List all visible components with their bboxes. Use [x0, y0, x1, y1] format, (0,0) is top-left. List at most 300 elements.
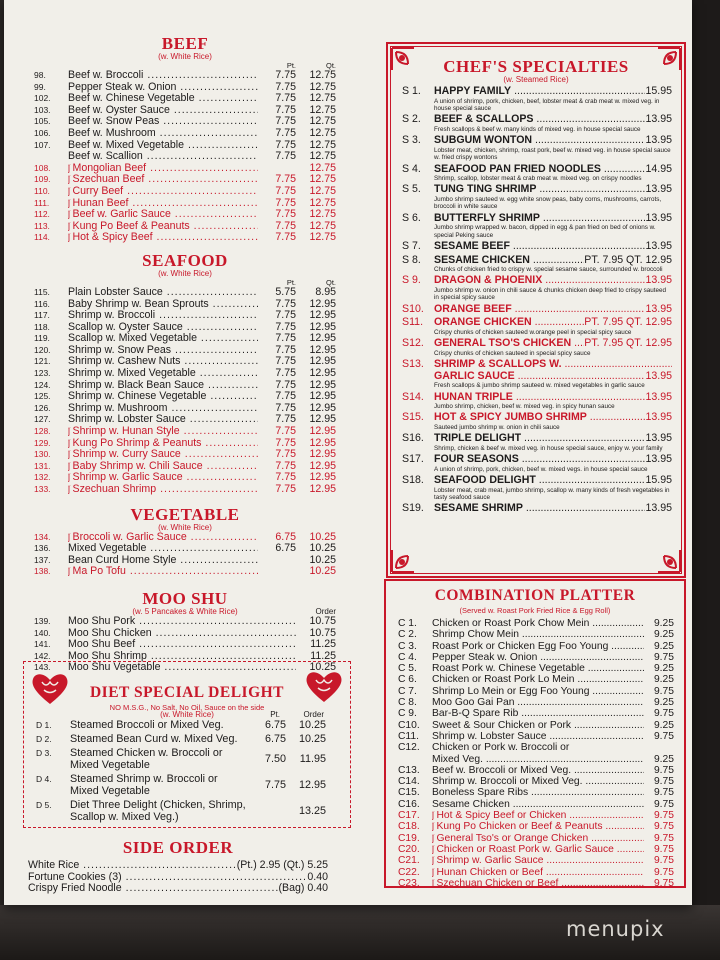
- item-number: 117.: [34, 310, 50, 321]
- item-number: 128.: [34, 426, 51, 437]
- item-name: Shrimp w. Black Bean Sauce .....: [68, 380, 258, 392]
- item-price-pint: 7.75: [275, 343, 296, 356]
- chefs-heading: CHEF'S SPECIALTIES: [443, 57, 629, 76]
- chef-item: [402, 475, 672, 501]
- item-description: Sauteed jumbo shrimp w. onion in chili sauce: [434, 423, 560, 431]
- item-price-pint: 7.75: [275, 297, 296, 310]
- corner-ornament-icon: [652, 46, 682, 76]
- combo-subtitle: (Served w. Roast Pork Fried Rice & Egg Roll): [459, 606, 611, 615]
- item-price-pint: 7.75: [275, 80, 296, 93]
- menu-item-row: [34, 639, 336, 651]
- item-price-pint: 7.75: [275, 173, 296, 186]
- item-code: C 6.: [398, 674, 417, 686]
- item-name: GENERAL TSO'S CHICKEN .....: [434, 338, 584, 350]
- item-number: 107.: [34, 139, 51, 150]
- combo-item-line: [398, 652, 674, 663]
- seafood-list: [34, 287, 336, 496]
- item-description: Crispy chunks of chicken sauteed in special spicy sauce: [434, 349, 591, 357]
- side-order-list: [28, 860, 328, 895]
- item-price-quart: 12.95: [309, 459, 336, 472]
- chef-item-line: [402, 454, 672, 466]
- item-code: S 2.: [402, 113, 421, 126]
- item-description: Jumbo shrimp wrapped w. bacon, dipped in egg & pan fried on bed of onions w. special Peking sauce: [434, 224, 656, 239]
- seafood-subtitle: (w. White Rice): [158, 268, 212, 278]
- diet-special-box: [23, 661, 351, 828]
- item-price-pint: 7.75: [275, 69, 296, 81]
- item-description: Jumbo shrimp w. onion in chili sauce & chunks chicken deep fried to crispy sauteed in special spicy sauce: [434, 286, 667, 302]
- side-order-heading: SIDE ORDER: [122, 838, 234, 857]
- menu-item-row: [34, 368, 336, 380]
- item-price-pint: 7.75: [275, 378, 296, 391]
- item-number: 121.: [34, 356, 51, 367]
- item-price-quart: 10.75: [309, 614, 336, 627]
- item-name: Moo Shu Shrimp .....: [68, 651, 296, 663]
- item-price-quart: 12.95: [309, 355, 336, 368]
- chef-item-line: [402, 371, 672, 383]
- item-price-pint: 7.50: [264, 753, 286, 765]
- item-name: Steamed Shrimp w. Broccoli or: [70, 773, 218, 785]
- combo-item-line: [398, 629, 674, 640]
- item-number: 119.: [34, 333, 50, 344]
- watermark: menupix: [566, 917, 665, 941]
- item-name: HAPPY FAMILY .....: [434, 86, 645, 98]
- item-price: 9.75: [653, 651, 674, 663]
- menu-item-row: [34, 628, 336, 640]
- item-name: SHRIMP & SCALLOPS W. .....: [434, 359, 672, 371]
- item-price-quart: 10.25: [309, 661, 336, 674]
- item-name: Beef w. Broccoli or Mixed Veg. .....: [432, 765, 644, 776]
- chef-item: [402, 392, 672, 411]
- chef-item-line: [402, 184, 672, 196]
- order-label: Order: [315, 606, 336, 616]
- item-price: 13.95: [645, 274, 672, 287]
- item-name: Scallop w. Mixed Vegetable .....: [68, 333, 258, 345]
- item-name: Moo Shu Chicken .....: [68, 628, 296, 640]
- qt-label: Qt.: [325, 277, 336, 287]
- chefs-specialties-box: [386, 42, 686, 578]
- item-description: Fresh scallops & beef w. many kinds of mixed veg. in house special sauce: [434, 125, 641, 133]
- item-price: 9.75: [653, 776, 674, 788]
- item-name: ǰ Hot & Spicy Beef or Chicken .....: [432, 810, 644, 821]
- heart-icon: [30, 670, 70, 706]
- vegetable-subtitle: (w. White Rice): [158, 522, 212, 532]
- item-number: 113.: [34, 220, 50, 231]
- item-price-quart: 12.95: [309, 390, 336, 403]
- item-code: S 4.: [402, 162, 421, 175]
- item-price: 9.75: [653, 877, 674, 889]
- item-price: 9.75: [653, 810, 674, 822]
- combo-item-line: [398, 787, 674, 798]
- item-price-quart: 12.95: [309, 320, 336, 333]
- chef-item: [402, 86, 672, 112]
- item-description: Chunks of chicken fried to crispy w. special sesame sauce, surrounded w. broccoli: [434, 266, 663, 274]
- item-code: S 8.: [402, 253, 421, 266]
- item-number: 98.: [34, 70, 46, 80]
- item-name: ǰ Beef w. Garlic Sauce .....: [68, 209, 258, 221]
- item-price-quart: 11.25: [310, 638, 336, 651]
- item-price-pint: 7.75: [275, 367, 296, 380]
- moo-shu-subtitle: [34, 607, 336, 616]
- background-edge: [692, 0, 720, 960]
- item-price: 9.25: [653, 719, 674, 731]
- item-price: 9.75: [653, 855, 674, 867]
- combo-item-line: [398, 855, 674, 866]
- combo-item-line: [398, 810, 674, 821]
- item-price-quart: 10.25: [309, 553, 336, 566]
- diet-item-row: [36, 733, 326, 745]
- item-name-wrap: [70, 773, 248, 797]
- item-number: 134.: [34, 531, 51, 542]
- order-label: Order: [303, 710, 324, 719]
- item-price: 13.95: [645, 134, 672, 147]
- item-name: Moo Shu Vegetable .....: [68, 662, 296, 674]
- item-name: Bean Curd Home Style .....: [68, 555, 258, 567]
- item-code: C 9.: [398, 708, 417, 720]
- item-number: D 4.: [36, 774, 52, 784]
- chef-item: [402, 454, 672, 473]
- item-price: 13.95: [645, 502, 672, 515]
- item-name: Scallop w. Oyster Sauce .....: [68, 322, 258, 334]
- item-name: SESAME BEEF .....: [434, 241, 645, 253]
- pt-label: Pt.: [286, 277, 296, 287]
- item-price-pint: 7.75: [275, 309, 296, 322]
- item-number: 125.: [34, 391, 51, 402]
- item-code: C18.: [398, 821, 420, 833]
- combo-item-line: [398, 878, 674, 889]
- menu-item-row: [34, 566, 336, 578]
- item-code: S10.: [402, 302, 424, 315]
- item-price-pint: 7.75: [275, 196, 296, 209]
- combo-item-line: [398, 618, 674, 629]
- item-price-pint: 7.75: [275, 483, 296, 495]
- item-name: Steamed Bean Curd w. Mixed Veg.: [70, 733, 238, 745]
- corner-ornament-icon: [652, 544, 682, 574]
- item-price-pint: 7.75: [275, 413, 296, 426]
- vegetable-list: [34, 532, 336, 578]
- item-number: 138.: [34, 566, 51, 577]
- item-name: Plain Lobster Sauce .....: [68, 287, 258, 299]
- item-number: 123.: [34, 368, 51, 379]
- item-price: 14.95: [645, 162, 672, 175]
- item-name-wrap: [70, 719, 248, 731]
- item-code: C 4.: [398, 651, 417, 663]
- item-number: 139.: [34, 615, 51, 626]
- item-number: 112.: [34, 209, 50, 220]
- item-name: ǰ Shrimp w. Garlic Sauce .....: [432, 855, 644, 866]
- item-number: 137.: [34, 554, 51, 565]
- item-price-quart: 12.75: [309, 69, 336, 81]
- item-price: 13.95: [645, 411, 672, 424]
- item-price: 13.95: [645, 369, 672, 382]
- item-number: D 3.: [36, 748, 52, 758]
- chefs-subtitle: (w. Steamed Rice): [503, 75, 569, 84]
- item-code: C14.: [398, 776, 420, 788]
- item-price-quart: 12.75: [309, 231, 336, 244]
- chef-item: [402, 433, 672, 452]
- item-description: A union of shrimp, pork, chicken, beef, lobster meat & crab meat w. mixed veg. in house special sauce: [434, 97, 660, 112]
- item-name: HOT & SPICY JUMBO SHRIMP .....: [434, 412, 645, 424]
- item-price-pint: 7.75: [275, 184, 296, 197]
- item-name: Fortune Cookies (3) .....: [28, 872, 307, 884]
- chef-item-line: [402, 359, 672, 371]
- item-number: 136.: [34, 543, 51, 554]
- item-name: Beef w. Mixed Vegetable .....: [68, 140, 258, 152]
- item-price-order: 10.25: [298, 733, 326, 745]
- item-code: S18.: [402, 474, 424, 487]
- item-name: SUBGUM WONTON .....: [434, 135, 645, 147]
- heart-icon: [304, 668, 344, 704]
- item-price: 9.75: [653, 843, 674, 855]
- item-number: 99.: [34, 81, 46, 92]
- item-price-quart: 12.75: [309, 103, 336, 116]
- item-price-quart: 10.25: [309, 530, 336, 543]
- item-code: C19.: [398, 832, 420, 844]
- menu-item-row: [34, 426, 336, 438]
- item-price-quart: 12.75: [309, 80, 336, 93]
- item-price-quart: 12.95: [309, 448, 336, 461]
- item-code: S16.: [402, 432, 424, 445]
- combo-item-line: [398, 686, 674, 697]
- item-name: ǰ Curry Beef .....: [68, 186, 258, 198]
- item-price: (Pt.) 2.95 (Qt.) 5.25: [236, 859, 328, 871]
- item-number: D 2.: [36, 734, 52, 744]
- item-code: C21.: [398, 855, 420, 867]
- item-number: 105.: [34, 116, 51, 127]
- item-price-pint: 7.75: [275, 103, 296, 116]
- item-name: Shrimp Lo Mein or Egg Foo Young .....: [432, 686, 644, 697]
- item-price-quart: 10.25: [309, 565, 336, 578]
- item-name: Pepper Steak w. Onion .....: [432, 652, 644, 663]
- menu-item-row: [34, 310, 336, 322]
- item-name: Sweet & Sour Chicken or Pork .....: [432, 720, 644, 731]
- diet-item-row: [36, 719, 326, 731]
- item-name: Shrimp w. Mixed Vegetable .....: [68, 368, 258, 380]
- item-price-quart: 12.95: [309, 425, 336, 438]
- item-price: PT. 7.95 QT. 12.95: [584, 337, 672, 350]
- combo-item-line: [398, 833, 674, 844]
- item-price-pint: 7.75: [275, 208, 296, 221]
- item-price: 9.75: [653, 866, 674, 878]
- item-code: S 7.: [402, 240, 421, 253]
- item-name: SEAFOOD DELIGHT .....: [434, 475, 645, 487]
- item-price: PT. 7.95 QT. 12.95: [584, 316, 672, 329]
- item-number: 111.: [34, 197, 50, 208]
- diet-subtitle-rice: (w. White Rice): [160, 710, 214, 719]
- item-price-quart: 12.95: [309, 471, 336, 484]
- item-description: Shrimp, scallop, lobster meat & crab meat w. mixed veg. on crispy noodles: [434, 175, 642, 183]
- item-code: C 3.: [398, 640, 417, 652]
- item-number: 118.: [34, 321, 50, 332]
- combo-item-line: [398, 641, 674, 652]
- item-name: Moo Shu Beef .....: [68, 639, 296, 651]
- item-name: ǰ Mongolian Beef .....: [68, 163, 258, 175]
- item-name: TUNG TING SHRIMP .....: [434, 184, 645, 196]
- item-name-wrap: [70, 733, 248, 745]
- item-code: C20.: [398, 843, 420, 855]
- item-number: 116.: [34, 298, 50, 309]
- item-price-pint: 7.75: [275, 126, 296, 139]
- item-name: ǰ Ma Po Tofu .....: [68, 566, 258, 578]
- item-price: 13.95: [645, 453, 672, 466]
- combo-item-line: [398, 742, 674, 753]
- chef-item: [402, 359, 672, 389]
- item-description: Jumbo shrimp sauteed w. egg white snow peas, baby corns, mushrooms, carrots, broccoli in white sauce: [434, 195, 662, 211]
- item-name: Moo Goo Gai Pan .....: [432, 697, 644, 708]
- item-code: S19.: [402, 502, 424, 515]
- item-price: 9.25: [653, 663, 674, 675]
- item-price: 9.75: [653, 832, 674, 844]
- item-price: 9.75: [653, 764, 674, 776]
- item-code: S12.: [402, 337, 424, 350]
- item-name: Beef w. Snow Peas .....: [68, 116, 258, 128]
- menu-item-row: [34, 287, 336, 299]
- item-price-quart: 12.75: [309, 184, 336, 197]
- item-name: Pepper Steak w. Onion .....: [68, 82, 258, 94]
- item-name-line2: GARLIC SAUCE .....: [434, 371, 645, 383]
- item-number: 114.: [34, 232, 50, 243]
- combo-item-line: [398, 844, 674, 855]
- item-code: S 6.: [402, 211, 421, 224]
- menu-item-row: [34, 186, 336, 198]
- item-price-quart: 12.95: [309, 309, 336, 322]
- combo-item-line: [398, 867, 674, 878]
- item-name: ǰ Kung Po Chicken or Beef & Peanuts .....: [432, 821, 644, 832]
- item-number: 140.: [34, 627, 51, 638]
- chef-item: [402, 135, 672, 161]
- item-price-quart: 12.75: [309, 196, 336, 209]
- item-price-pint: 7.75: [275, 355, 296, 368]
- item-price-quart: 12.95: [309, 378, 336, 391]
- item-code: C 8.: [398, 697, 417, 709]
- chef-item-line: [402, 475, 672, 487]
- item-name: HUNAN TRIPLE .....: [434, 392, 645, 404]
- item-price-pint: 7.75: [275, 332, 296, 345]
- item-name: Roast Pork w. Chinese Vegetable .....: [432, 663, 644, 674]
- chef-item-line: [402, 317, 672, 329]
- item-price-quart: 12.95: [309, 401, 336, 414]
- item-price-pint: 7.75: [275, 459, 296, 472]
- item-price-pint: 7.75: [275, 219, 296, 232]
- chef-item-line: [402, 304, 672, 316]
- item-price-pint: 7.75: [275, 115, 296, 128]
- item-number: 110.: [34, 185, 50, 196]
- item-code: C 1.: [398, 618, 417, 629]
- chef-item: [402, 184, 672, 210]
- item-price-quart: 12.75: [309, 219, 336, 232]
- chef-item-line: [402, 114, 672, 126]
- chef-item-line: [402, 135, 672, 147]
- item-price-pint: 7.75: [264, 779, 286, 791]
- item-name-line2: Mixed Vegetable: [70, 785, 150, 797]
- item-price: 9.75: [653, 685, 674, 697]
- chef-item: [402, 317, 672, 336]
- item-price-pint: 6.75: [264, 733, 286, 745]
- chefs-list: [388, 84, 684, 515]
- item-number: 142.: [34, 650, 51, 661]
- chef-item-line: [402, 164, 672, 176]
- diet-item-row: [36, 799, 326, 823]
- item-price-quart: 12.75: [309, 126, 336, 139]
- item-description: A union of shrimp, pork, chicken, beef w. mixed vegs. in house special sauce: [434, 465, 648, 473]
- item-price: 9.25: [653, 640, 674, 652]
- item-price: 9.75: [653, 798, 674, 810]
- item-name: Chicken or Roast Pork Lo Mein .....: [432, 674, 644, 685]
- chef-item-line: [402, 255, 672, 267]
- item-number: 108.: [34, 162, 51, 173]
- combo-item-line: [398, 697, 674, 708]
- item-price: PT. 7.95 QT. 12.95: [584, 253, 672, 266]
- item-price: 9.25: [653, 629, 674, 641]
- item-number: 129.: [34, 437, 51, 448]
- item-name: Beef w. Chinese Vegetable .....: [68, 93, 258, 105]
- item-name: ǰ Hunan Beef .....: [68, 198, 258, 210]
- item-description: Lobster meat, crab meat, jumbo shrimp, scallop w. many kinds of fresh vegetables in tasty seafood sauce: [434, 486, 670, 502]
- item-name: BUTTERFLY SHRIMP .....: [434, 213, 645, 225]
- item-price-quart: 12.95: [309, 297, 336, 310]
- item-name: ORANGE BEEF .....: [434, 304, 645, 316]
- side-item-row: [28, 860, 328, 872]
- item-code: C13.: [398, 764, 420, 776]
- item-number: 141.: [34, 639, 51, 650]
- item-name: ǰ Kung Po Shrimp & Peanuts .....: [68, 438, 258, 450]
- left-column: [34, 34, 336, 674]
- chef-item-line: [402, 433, 672, 445]
- item-price-pint: 7.75: [275, 471, 296, 484]
- item-price: 13.95: [645, 211, 672, 224]
- item-price-quart: 12.75: [309, 150, 336, 163]
- diet-list: [24, 719, 350, 823]
- item-name: Baby Shrimp w. Bean Sprouts .....: [68, 299, 258, 311]
- menu-item-row: [34, 151, 336, 163]
- item-name: ǰ Shrimp w. Hunan Style .....: [68, 426, 258, 438]
- menu-item-row: [34, 70, 336, 82]
- item-name: Shrimp w. Broccoli or Mixed Veg. .....: [432, 776, 644, 787]
- combo-item-line: [398, 821, 674, 832]
- combination-platter-box: [384, 579, 686, 888]
- item-name: Sesame Chicken .....: [432, 799, 644, 810]
- item-price-pint: 7.75: [275, 436, 296, 449]
- item-price-quart: 12.95: [309, 413, 336, 426]
- item-code: C11.: [398, 730, 419, 742]
- item-code: S17.: [402, 453, 424, 466]
- item-price-pint: 7.75: [275, 138, 296, 151]
- menu-item-row: [34, 209, 336, 221]
- item-price-quart: 12.75: [309, 208, 336, 221]
- item-description: Crispy chunks of chicken sauteed w.orange peel in special spicy sauce: [434, 328, 632, 336]
- item-number: 106.: [34, 127, 51, 138]
- item-price-order: 13.25: [298, 805, 326, 817]
- chef-item: [402, 338, 672, 357]
- combo-item-line: [398, 708, 674, 719]
- combo-heading: COMBINATION PLATTER: [434, 587, 636, 604]
- item-name: Beef w. Oyster Sauce .....: [68, 105, 258, 117]
- item-name: White Rice .....: [28, 860, 237, 872]
- item-price-pint: 7.75: [275, 401, 296, 414]
- combo-item-line: [398, 663, 674, 674]
- chef-item: [402, 114, 672, 133]
- item-name: Shrimp Chow Mein .....: [432, 629, 644, 640]
- item-price-order: 10.25: [298, 719, 326, 731]
- item-price-quart: 12.75: [309, 173, 336, 186]
- item-name: Shrimp w. Snow Peas .....: [68, 345, 258, 357]
- item-name: Shrimp w. Broccoli .....: [68, 310, 258, 322]
- menu-item-row: [34, 128, 336, 140]
- menu-item-row: [34, 484, 336, 496]
- item-description: Shrimp, chicken & beef w. mixed veg. in house special sauce, enjoy w. your family: [434, 444, 663, 452]
- item-name: ORANGE CHICKEN .....: [434, 317, 584, 329]
- menu-page: [4, 0, 692, 905]
- item-name: ǰ Broccoli w. Garlic Sauce .....: [68, 532, 258, 544]
